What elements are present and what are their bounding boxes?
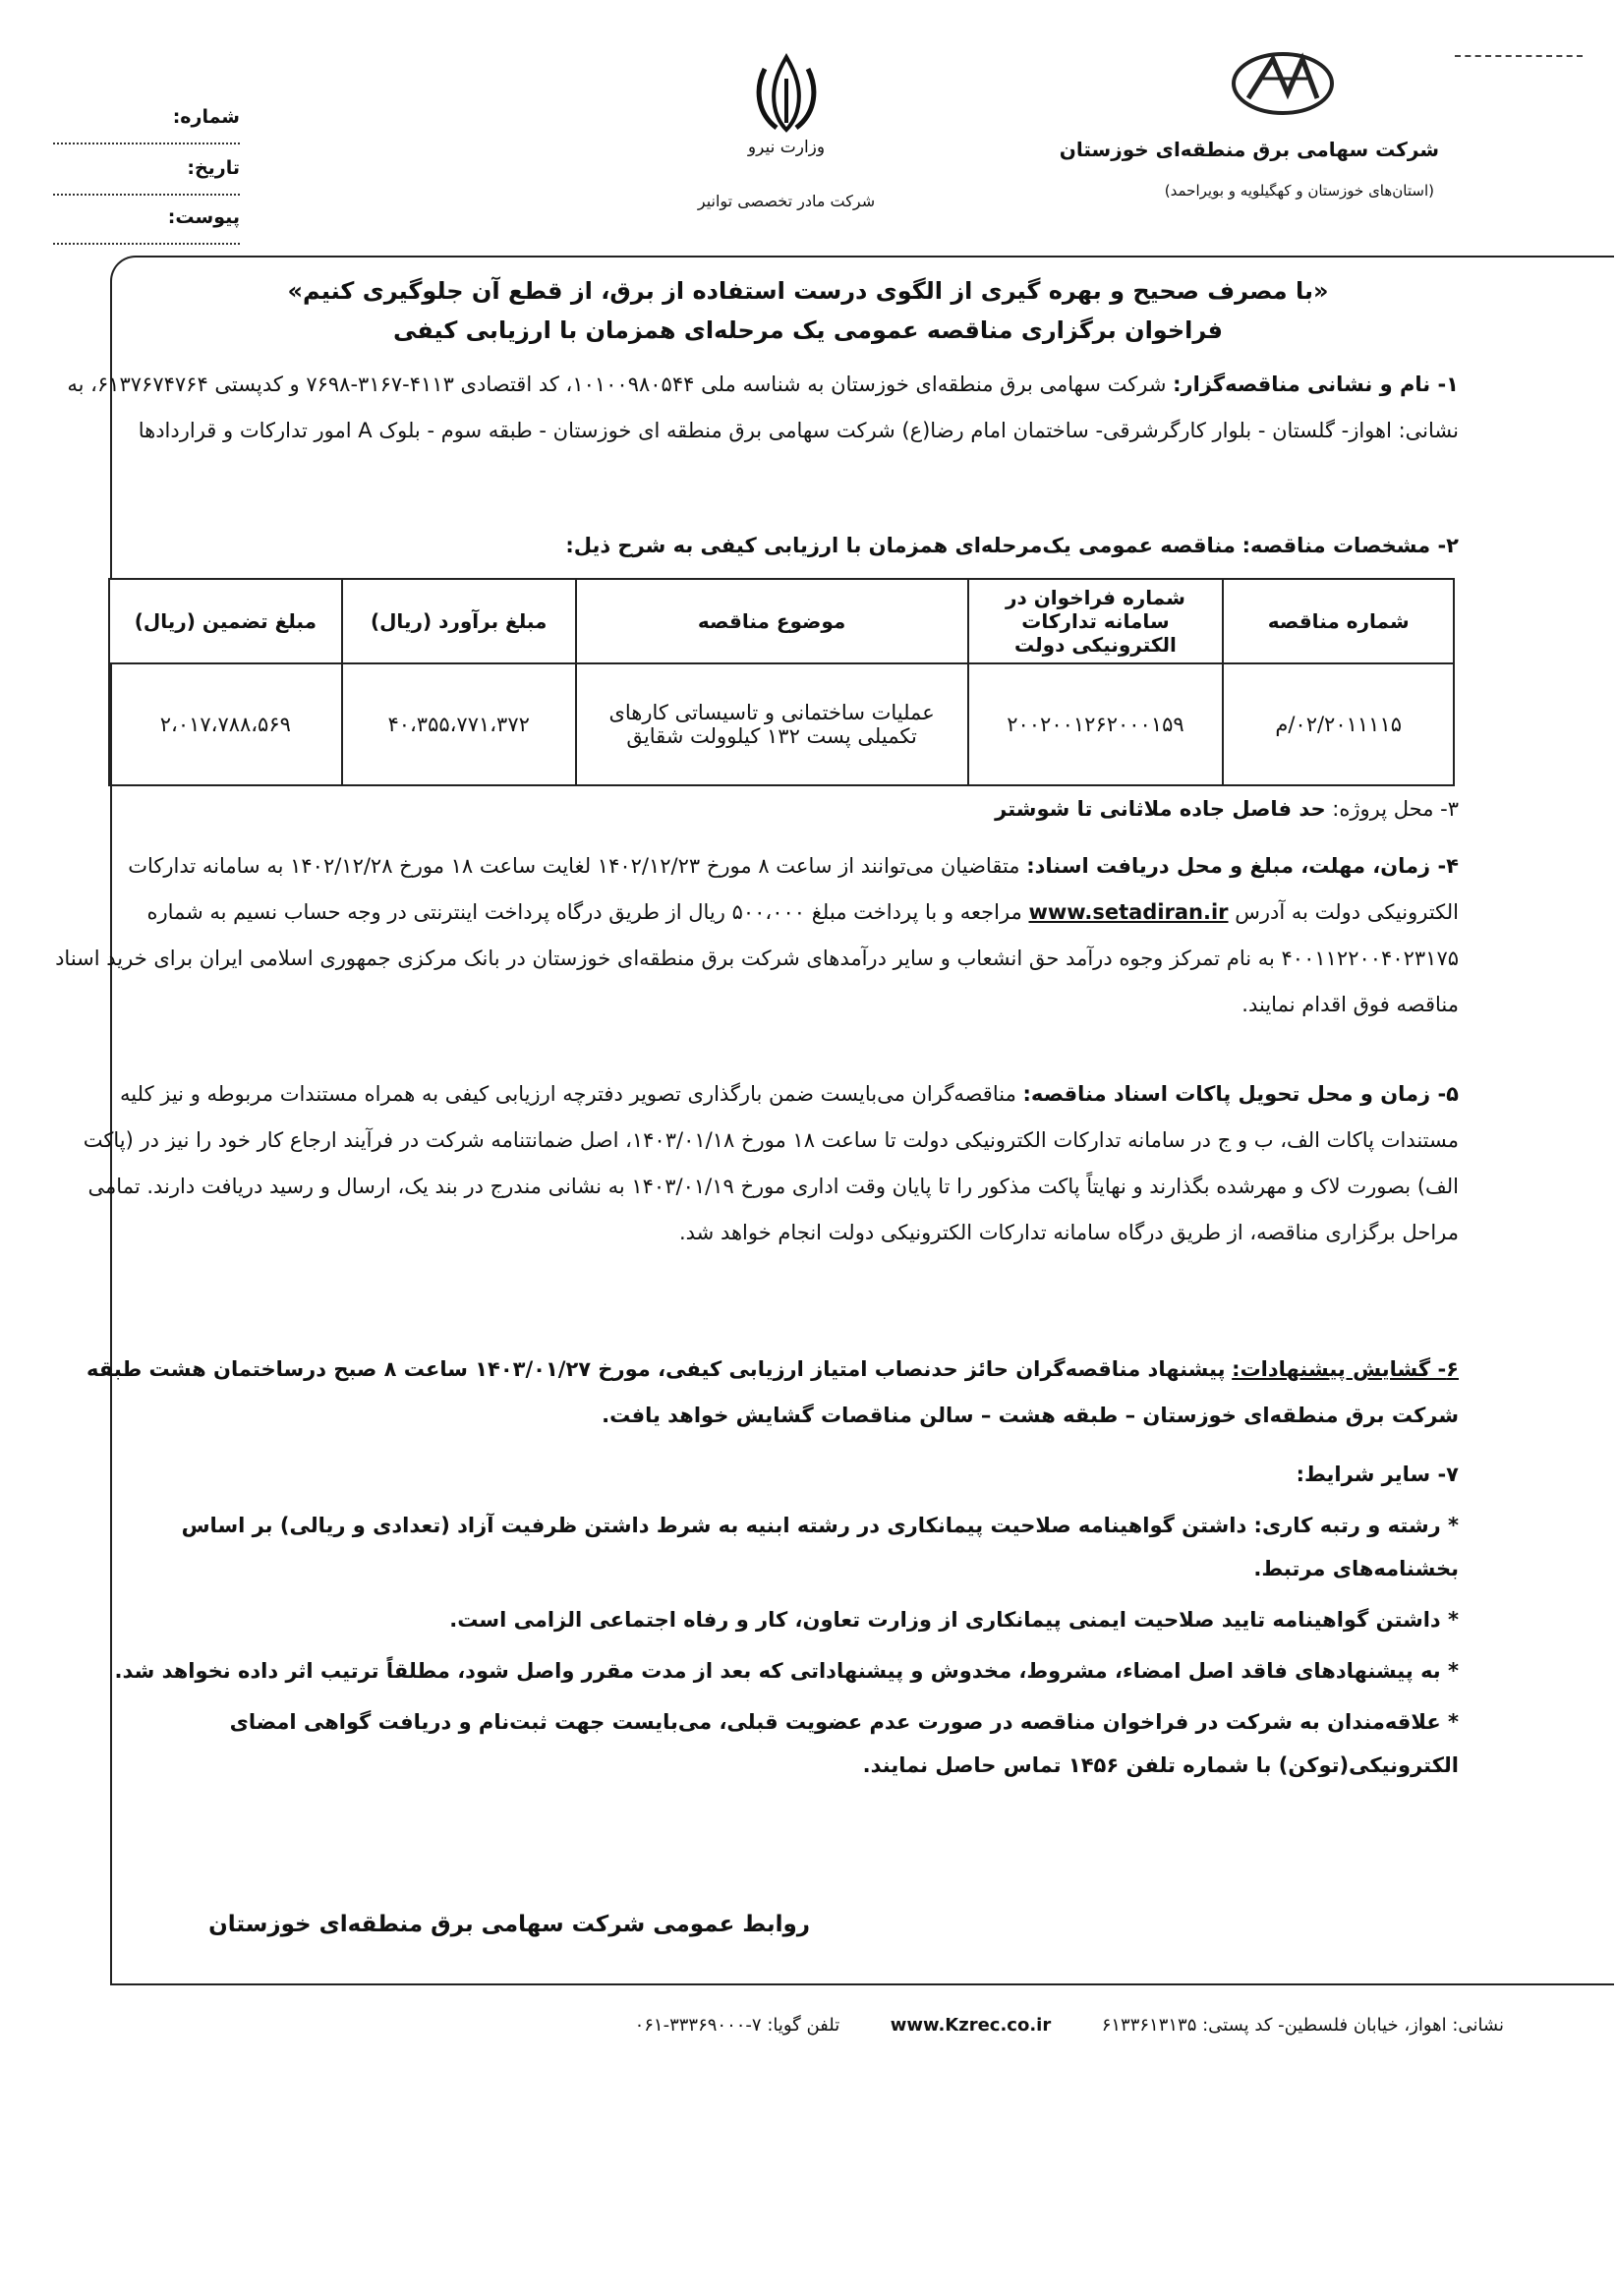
table-header-row <box>109 579 1454 663</box>
section-4-text-b: مراجعه و با پرداخت مبلغ ۵۰۰،۰۰۰ ریال از طریق درگاه پرداخت اینترنتی در وجه حساب نسیم به شماره ۴۰۰۱۱۲۲۰۰۴۰۲۳۱۷۵ به نام تمرکز وجوه درآمد حق انشعاب و سایر درآمدهای شرکت برق منطقه‌ای خوزستان در بانک مرکزی جمهوری اسلامی ایران برای خرید اسناد مناقصه فوق اقدام نمایند. <box>55 900 1459 1016</box>
section-3 <box>53 786 1459 832</box>
attachment-field <box>0 206 240 250</box>
section-2-label: ۲- مشخصات مناقصه: <box>1241 534 1459 557</box>
table-header: موضوع مناقصه <box>576 579 968 663</box>
iran-emblem-icon <box>747 49 826 138</box>
tender-table <box>108 578 1455 786</box>
condition-text: به پیشنهادهای فاقد اصل امضاء، مشروط، مخدوش و پیشنهاداتی که بعد از مدت مقرر واصل شود، مطلقاً ترتیب اثر داده نخواهد شد. <box>114 1659 1441 1683</box>
slogan: «با مصرف صحیح و بهره گیری از الگوی درست استفاده از برق، از قطع آن جلوگیری کنیم» <box>287 277 1329 305</box>
footer <box>324 2015 1504 2036</box>
condition-item: * علاقه‌مندان به شرکت در فراخوان مناقصه در صورت عدم عضویت قبلی، می‌بایست جهت ثبت‌نام و دریافت گواهی امضای الکترونیکی(توکن) با شماره تلفن ۱۴۵۶ تماس حاصل نمایند. <box>229 1710 1459 1777</box>
table-header: مبلغ برآورد (ریال) <box>342 579 576 663</box>
condition-item: * به پیشنهادهای فاقد اصل امضاء، مشروط، مخدوش و پیشنهاداتی که بعد از مدت مقرر واصل شود، مطلقاً ترتیب اثر داده نخواهد شد. <box>114 1659 1459 1683</box>
company-logo-icon <box>1229 39 1337 128</box>
guarantee-amount: ۲،۰۱۷،۷۸۸،۵۶۹ <box>109 663 342 785</box>
tender-number: ۰۲/۲۰۱۱۱۱۵/م <box>1223 663 1454 785</box>
notice-heading: فراخوان برگزاری مناقصه عمومی یک مرحله‌ای همزمان با ارزیابی کیفی <box>392 316 1224 344</box>
estimate-amount: ۴۰،۳۵۵،۷۷۱،۳۷۲ <box>342 663 576 785</box>
number-field <box>0 106 240 149</box>
condition-text: داشتن گواهینامه تایید صلاحیت ایمنی پیمانکاری از وزارت تعاون، کار و رفاه اجتماعی الزامی است. <box>449 1608 1441 1632</box>
date-label: تاریخ: <box>187 157 240 179</box>
tender-subject: عملیات ساختمانی و تاسیساتی کارهای تکمیلی پست ۱۳۲ کیلوولت شقایق <box>576 663 968 785</box>
section-5 <box>53 1071 1459 1256</box>
footer-address: نشانی: اهواز، خیابان فلسطین- کد پستی: ۶۱۳۳۶۱۳۱۳۵ <box>1101 2015 1504 2036</box>
number-label: شماره: <box>172 106 240 128</box>
table-header: شماره مناقصه <box>1223 579 1454 663</box>
call-number: ۲۰۰۲۰۰۱۲۶۲۰۰۰۱۵۹ <box>968 663 1224 785</box>
section-5-text: مناقصه‌گران می‌بایست ضمن بارگذاری تصویر دفترچه ارزیابی کیفی به همراه مستندات مربوطه و نیز کلیه مستندات پاکات الف، ب و ج در سامانه تدارکات الکترونیکی دولت تا ساعت ۱۸ مورخ ۱۴۰۳/۰۱/۱۸، اصل ضمانتنامه شرکت در فرآیند ارجاع کار خود را نیز در (پاکت الف) بصورت لاک و مهرشده بگذارند و نهایتاً پاکت مذکور را تا پایان وقت اداری مورخ ۱۴۰۳/۰۱/۱۹ به نشانی مندرج در بند یک، ارسال و رسید دریافت دارند. تمامی مراحل برگزاری مناقصه، از طریق درگاه سامانه تدارکات الکترونیکی دولت انجام خواهد شد. <box>83 1082 1459 1244</box>
condition-item: * داشتن گواهینامه تایید صلاحیت ایمنی پیمانکاری از وزارت تعاون، کار و رفاه اجتماعی الزامی است. <box>449 1608 1459 1632</box>
table-row <box>109 663 1454 785</box>
section-7 <box>53 1453 1459 1795</box>
ministry-name: وزارت نیرو <box>747 138 826 157</box>
section-4 <box>53 843 1459 1028</box>
table-header: شماره فراخوان در سامانه تدارکات الکترونیکی دولت <box>968 579 1224 663</box>
section-6-text: پیشنهاد مناقصه‌گران حائز حدنصاب امتیاز ارزیابی کیفی، مورخ ۱۴۰۳/۰۱/۲۷ ساعت ۸ صبح درساختمان هشت طبقه شرکت برق منطقه‌ای خوزستان – طبقه هشت – سالن مناقصات گشایش خواهد یافت. <box>87 1357 1459 1427</box>
section-5-label: ۵- زمان و محل تحویل پاکات اسناد مناقصه: <box>1022 1082 1459 1106</box>
company-subtitle: (استان‌های خوزستان و کهگیلویه و بویراحمد) <box>1164 182 1434 200</box>
condition-text: علاقه‌مندان به شرکت در فراخوان مناقصه در صورت عدم عضویت قبلی، می‌بایست جهت ثبت‌نام و دریافت گواهی امضای الکترونیکی(توکن) با شماره تلفن ۱۴۵۶ تماس حاصل نمایند. <box>229 1710 1459 1777</box>
section-6 <box>53 1347 1459 1439</box>
corner-mark <box>1455 55 1583 57</box>
section-4-label: ۴- زمان، مهلت، مبلغ و محل دریافت اسناد: <box>1026 854 1459 878</box>
tavanir-name: شرکت مادر تخصصی توانیر <box>697 192 876 210</box>
section-2 <box>53 523 1459 569</box>
section-1-text: شرکت سهامی برق منطقه‌ای خوزستان به شناسه ملی ۱۰۱۰۰۹۸۰۵۴۴، کد اقتصادی ۴۱۱۳-۳۱۶۷-۷۶۹۸ و کدپستی ۶۱۳۷۶۷۴۷۶۴، به نشانی: اهواز- گلستان - بلوار کارگرشرقی- ساختمان امام رضا(ع) شرکت سهامی برق منطقه ای خوزستان - طبقه سوم - بلوک A امور تدارکات و قراردادها <box>67 373 1459 442</box>
date-field <box>0 157 240 201</box>
condition-text: رشته و رتبه کاری: داشتن گواهینامه صلاحیت پیمانکاری در رشته ابنیه به شرط داشتن ظرفیت آزاد (تعدادی و ریالی) بر اساس بخشنامه‌های مرتبط. <box>181 1514 1459 1580</box>
section-4-text-a: متقاضیان می‌توانند از ساعت ۸ مورخ ۱۴۰۲/۱۲/۲۳ لغایت ساعت ۱۸ مورخ ۱۴۰۲/۱۲/۲۸ به سامانه تدارکات الکترونیکی دولت به آدرس <box>128 854 1459 924</box>
section-3-text: حد فاصل جاده ملاثانی تا شوشتر <box>995 797 1326 821</box>
section-3-label: ۳- محل پروژه: <box>1332 797 1459 821</box>
section-1-label: ۱- نام و نشانی مناقصه‌گزار: <box>1173 373 1459 396</box>
footer-website[interactable]: www.Kzrec.co.ir <box>890 2015 1052 2036</box>
section-6-label: ۶- گشایش پیشنهادات: <box>1232 1357 1459 1381</box>
public-relations-signature: روابط عمومی شرکت سهامی برق منطقه‌ای خوزستان <box>208 1912 810 1937</box>
table-header: مبلغ تضمین (ریال) <box>109 579 342 663</box>
attachment-label: پیوست: <box>167 206 240 228</box>
setadiran-link[interactable]: www.setadiran.ir <box>1028 900 1229 924</box>
section-2-text: مناقصه عمومی یک‌مرحله‌ای همزمان با ارزیابی کیفی به شرح ذیل: <box>565 534 1236 557</box>
section-1 <box>53 362 1459 454</box>
footer-phone: تلفن گویا: ۷-۳۳۳۶۹۰۰۰-۰۶۱ <box>634 2015 840 2036</box>
section-7-label: ۷- سایر شرایط: <box>1296 1463 1459 1486</box>
condition-item: * رشته و رتبه کاری: داشتن گواهینامه صلاحیت پیمانکاری در رشته ابنیه به شرط داشتن ظرفیت آزاد (تعدادی و ریالی) بر اساس بخشنامه‌های مرتبط. <box>181 1514 1459 1580</box>
company-name: شرکت سهامی برق منطقه‌ای خوزستان <box>1059 138 1439 161</box>
